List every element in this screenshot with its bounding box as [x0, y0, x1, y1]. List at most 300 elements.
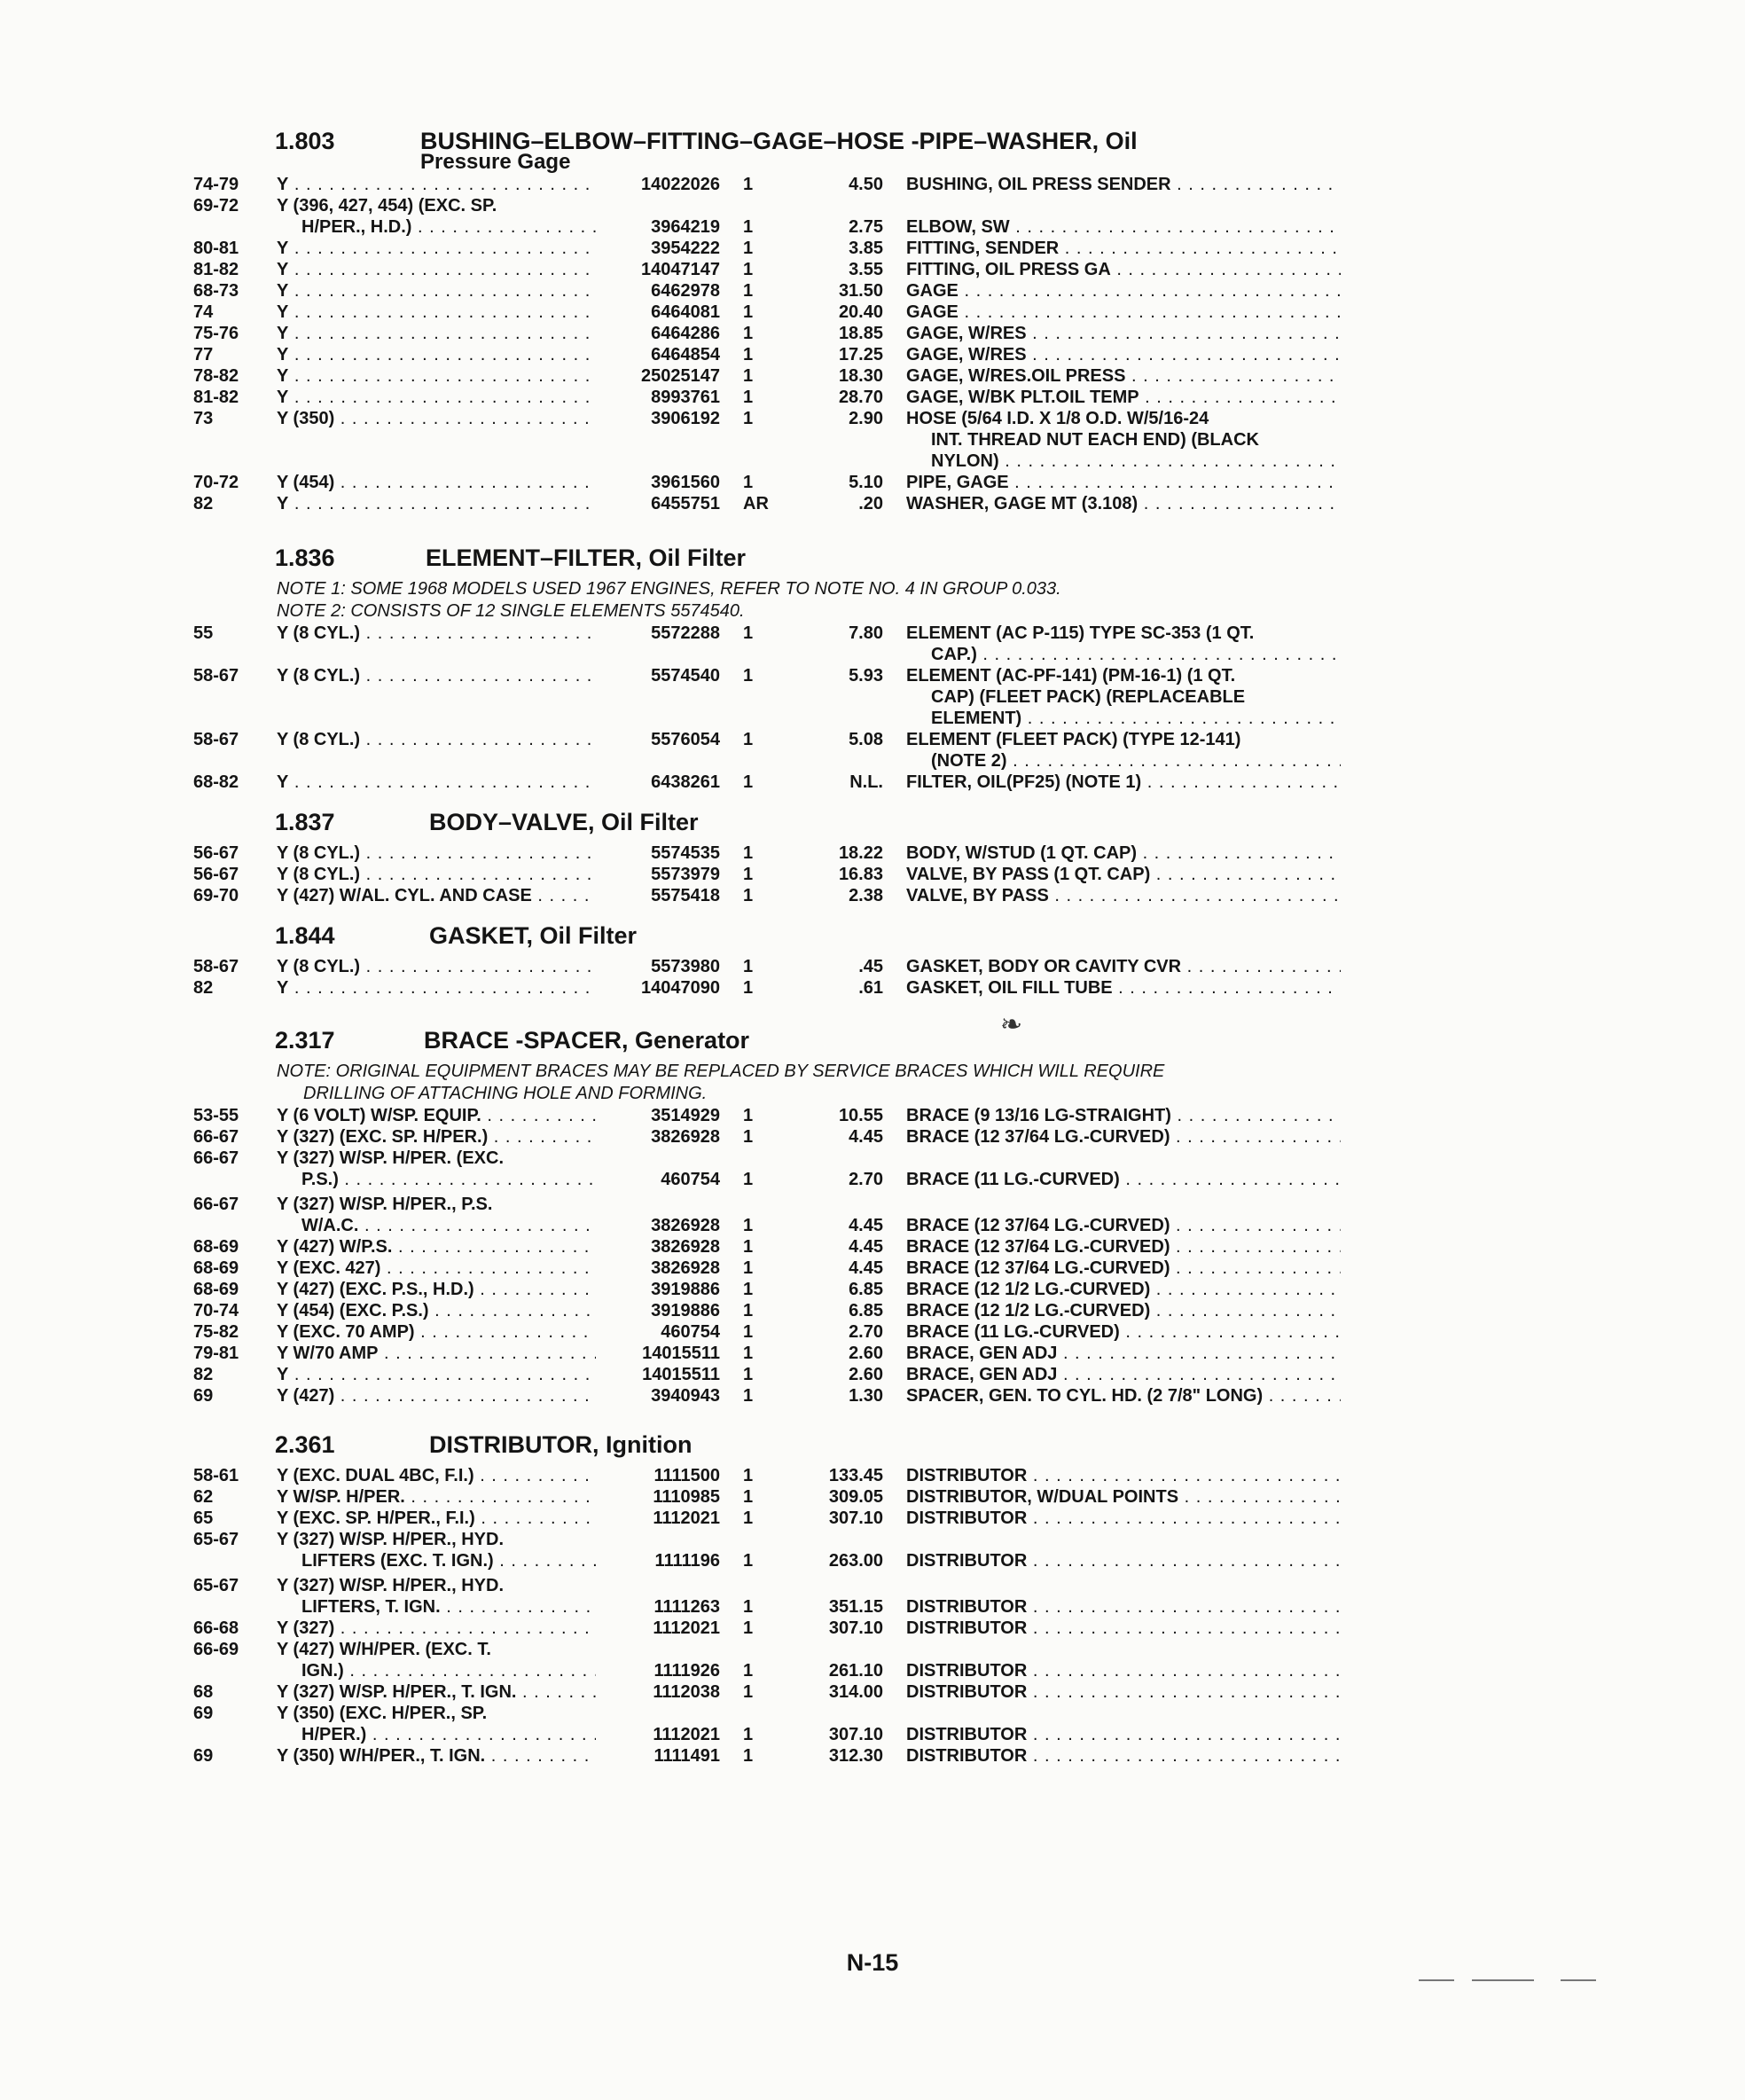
price: 2.70 — [849, 1322, 883, 1342]
price: 3.55 — [849, 260, 883, 279]
description-continuation — [0, 750, 1745, 772]
note-text: DRILLING OF ATTACHING HOLE AND FORMING. — [303, 1084, 708, 1103]
application: Y (350) (EXC. H/PER., SP. — [277, 1704, 488, 1723]
price: 307.10 — [828, 1618, 883, 1638]
part-description: DISTRIBUTOR . . . — [906, 1681, 1341, 1703]
model-years: 58-61 — [193, 1466, 239, 1485]
table-row — [0, 1660, 1745, 1681]
part-description: BRACE (12 37/64 LG.-CURVED) . . . — [906, 1126, 1341, 1148]
application: Y (427) . . . — [277, 1385, 596, 1407]
table-row — [0, 1321, 1745, 1343]
application: Y (EXC. 427) . . . — [277, 1258, 596, 1279]
application: Y . . . — [277, 302, 596, 323]
application: Y (EXC. 70 AMP) . . . — [277, 1321, 596, 1343]
section-header — [0, 809, 1745, 842]
part-description: CAP.) . . . — [931, 644, 1341, 665]
application: H/PER., H.D.) . . . — [301, 216, 596, 238]
part-description: BRACE (12 1/2 LG.-CURVED) . . . — [906, 1279, 1341, 1300]
application: IGN.) . . . — [301, 1660, 596, 1681]
price: 17.25 — [838, 345, 883, 364]
model-years: 82 — [193, 1365, 214, 1384]
price: 28.70 — [838, 388, 883, 407]
part-description: DISTRIBUTOR . . . — [906, 1550, 1341, 1571]
quantity: 1 — [743, 260, 754, 279]
part-number: 3919886 — [651, 1280, 720, 1299]
quantity: 1 — [743, 388, 754, 407]
price: 307.10 — [828, 1725, 883, 1744]
table-row — [0, 216, 1745, 238]
quantity: 1 — [743, 1301, 754, 1320]
application: Y (454) (EXC. P.S.) . . . — [277, 1300, 596, 1321]
model-years: 68-73 — [193, 281, 239, 301]
table-row — [0, 1529, 1745, 1550]
part-description: GAGE, W/RES . . . — [906, 323, 1341, 344]
part-description: BRACE (11 LG.-CURVED) . . . — [906, 1321, 1341, 1343]
part-description: WASHER, GAGE MT (3.108) . . . — [906, 493, 1341, 514]
section-title-text: GASKET, Oil Filter — [429, 922, 638, 949]
quantity: 1 — [743, 175, 754, 194]
part-description: SPACER, GEN. TO CYL. HD. (2 7/8" LONG) . . . — [906, 1385, 1341, 1407]
quantity: 1 — [743, 1725, 754, 1744]
section-title-text: BODY–VALVE, Oil Filter — [429, 809, 699, 835]
price: 5.08 — [849, 730, 883, 749]
application: Y (454) . . . — [277, 472, 596, 493]
part-description: ELEMENT (AC-PF-141) (PM-16-1) (1 QT. — [906, 666, 1236, 686]
part-description: (NOTE 2) . . . — [931, 750, 1341, 772]
part-number: 3940943 — [651, 1386, 720, 1406]
section-title-text: BUSHING–ELBOW–FITTING–GAGE–HOSE -PIPE–WASHER, Oil — [420, 128, 1138, 154]
quantity: 1 — [743, 366, 754, 386]
model-years: 62 — [193, 1487, 214, 1507]
part-description: ELEMENT (AC P-115) TYPE SC-353 (1 QT. — [906, 623, 1255, 643]
part-description: INT. THREAD NUT EACH END) (BLACK — [931, 430, 1259, 450]
section-number: 1.836 — [275, 545, 335, 571]
model-years: 81-82 — [193, 260, 239, 279]
part-number: 5575418 — [651, 886, 720, 905]
quantity: 1 — [743, 1466, 754, 1485]
part-description: GAGE . . . — [906, 302, 1341, 323]
part-description: DISTRIBUTOR . . . — [906, 1660, 1341, 1681]
part-description: DISTRIBUTOR . . . — [906, 1618, 1341, 1639]
model-years: 58-67 — [193, 666, 239, 686]
quantity: 1 — [743, 1170, 754, 1189]
table-row — [0, 956, 1745, 977]
description-continuation — [0, 451, 1745, 472]
price: 1.30 — [849, 1386, 883, 1406]
price: 307.10 — [828, 1508, 883, 1528]
model-years: 65-67 — [193, 1530, 239, 1549]
table-row — [0, 302, 1745, 323]
part-number: 3919886 — [651, 1301, 720, 1320]
model-years: 81-82 — [193, 388, 239, 407]
application: Y (327) W/SP. H/PER. (EXC. — [277, 1148, 505, 1168]
model-years: 69 — [193, 1746, 214, 1766]
part-description: PIPE, GAGE . . . — [906, 472, 1341, 493]
table-row — [0, 885, 1745, 906]
table-row — [0, 1169, 1745, 1190]
handwritten-mark-icon: ❧ — [1000, 1010, 1023, 1039]
part-description: BRACE (12 1/2 LG.-CURVED) . . . — [906, 1300, 1341, 1321]
part-description: GAGE, W/RES . . . — [906, 344, 1341, 365]
price: 4.45 — [849, 1237, 883, 1257]
table-row — [0, 323, 1745, 344]
application: Y . . . — [277, 323, 596, 344]
price: 3.85 — [849, 239, 883, 258]
table-row — [0, 493, 1745, 514]
section-title — [429, 809, 699, 836]
table-row — [0, 1343, 1745, 1364]
price: 5.93 — [849, 666, 883, 686]
application: Y (8 CYL.) . . . — [277, 623, 596, 644]
model-years: 69-72 — [193, 196, 239, 215]
part-number: 14047090 — [641, 978, 720, 998]
price: 263.00 — [828, 1551, 883, 1571]
application: Y (427) (EXC. P.S., H.D.) . . . — [277, 1279, 596, 1300]
application: Y (427) W/AL. CYL. AND CASE . . . — [277, 885, 596, 906]
price: 309.05 — [828, 1487, 883, 1507]
section-title — [426, 545, 746, 572]
model-years: 73 — [193, 409, 214, 428]
table-row — [0, 1300, 1745, 1321]
scan-smudge — [1472, 1979, 1534, 1981]
part-number: 6464081 — [651, 302, 720, 322]
table-row — [0, 1724, 1745, 1745]
application: Y (350) . . . — [277, 408, 596, 429]
model-years: 78-82 — [193, 366, 239, 386]
price: 2.60 — [849, 1365, 883, 1384]
quantity: 1 — [743, 1551, 754, 1571]
model-years: 66-67 — [193, 1148, 239, 1168]
price: 2.75 — [849, 217, 883, 237]
quantity: 1 — [743, 1237, 754, 1257]
table-row — [0, 1618, 1745, 1639]
section-note — [277, 600, 1341, 623]
part-number: 1110985 — [653, 1487, 720, 1507]
part-number: 1112038 — [653, 1682, 720, 1702]
quantity: 1 — [743, 1365, 754, 1384]
application: Y (8 CYL.) . . . — [277, 729, 596, 750]
price: N.L. — [849, 772, 883, 792]
part-description: BRACE (12 37/64 LG.-CURVED) . . . — [906, 1258, 1341, 1279]
price: 261.10 — [828, 1661, 883, 1681]
model-years: 75-82 — [193, 1322, 239, 1342]
quantity: 1 — [743, 772, 754, 792]
application: Y . . . — [277, 259, 596, 280]
application: Y (327) W/SP. H/PER., P.S. — [277, 1195, 493, 1214]
price: 10.55 — [838, 1106, 883, 1125]
quantity: 1 — [743, 843, 754, 863]
table-row — [0, 387, 1745, 408]
part-number: 1111926 — [653, 1661, 720, 1681]
model-years: 68 — [193, 1682, 214, 1702]
price: 18.85 — [838, 324, 883, 343]
description-continuation — [0, 708, 1745, 729]
table-row — [0, 1639, 1745, 1660]
application: Y (8 CYL.) . . . — [277, 956, 596, 977]
section-header — [0, 1027, 1745, 1061]
part-description: FITTING, SENDER . . . — [906, 238, 1341, 259]
model-years: 53-55 — [193, 1106, 239, 1125]
part-number: 3961560 — [651, 473, 720, 492]
price: 133.45 — [828, 1466, 883, 1485]
part-description: GAGE, W/BK PLT.OIL TEMP . . . — [906, 387, 1341, 408]
quantity: 1 — [743, 1386, 754, 1406]
section-note — [277, 1061, 1341, 1105]
table-row — [0, 1508, 1745, 1529]
part-number: 1112021 — [653, 1725, 720, 1744]
part-description: ELBOW, SW . . . — [906, 216, 1341, 238]
part-number: 5573980 — [651, 957, 720, 976]
price: 314.00 — [828, 1682, 883, 1702]
section-number: 1.844 — [275, 922, 335, 949]
price: 7.80 — [849, 623, 883, 643]
part-description: GAGE . . . — [906, 280, 1341, 302]
table-row — [0, 280, 1745, 302]
part-number: 6464854 — [651, 345, 720, 364]
table-row — [0, 238, 1745, 259]
model-years: 55 — [193, 623, 214, 643]
quantity: 1 — [743, 886, 754, 905]
table-row — [0, 1703, 1745, 1724]
model-years: 82 — [193, 494, 214, 513]
quantity: 1 — [743, 1597, 754, 1617]
section-header — [0, 545, 1745, 578]
price: 31.50 — [838, 281, 883, 301]
part-number: 5574540 — [651, 666, 720, 686]
table-row — [0, 665, 1745, 686]
quantity: 1 — [743, 1106, 754, 1125]
model-years: 68-82 — [193, 772, 239, 792]
part-description: BRACE (12 37/64 LG.-CURVED) . . . — [906, 1215, 1341, 1236]
table-row — [0, 1465, 1745, 1486]
part-number: 3906192 — [651, 409, 720, 428]
application: Y (427) W/H/PER. (EXC. T. — [277, 1640, 491, 1659]
model-years: 69 — [193, 1704, 214, 1723]
table-row — [0, 1385, 1745, 1407]
quantity: 1 — [743, 1344, 754, 1363]
part-number: 3826928 — [651, 1216, 720, 1235]
quantity: AR — [743, 494, 769, 513]
note-text: NOTE 1: SOME 1968 MODELS USED 1967 ENGINES, REFER TO NOTE NO. 4 IN GROUP 0.033. — [277, 579, 1061, 599]
quantity: 1 — [743, 1258, 754, 1278]
part-number: 14022026 — [641, 175, 720, 194]
application: Y W/70 AMP . . . — [277, 1343, 596, 1364]
part-number: 8993761 — [651, 388, 720, 407]
section-number: 1.837 — [275, 809, 335, 835]
part-description: GASKET, BODY OR CAVITY CVR . . . — [906, 956, 1341, 977]
quantity: 1 — [743, 1618, 754, 1638]
table-row — [0, 1486, 1745, 1508]
application: Y . . . — [277, 238, 596, 259]
part-number: 460754 — [661, 1170, 720, 1189]
part-description: DISTRIBUTOR . . . — [906, 1724, 1341, 1745]
model-years: 66-67 — [193, 1195, 239, 1214]
part-description: DISTRIBUTOR . . . — [906, 1596, 1341, 1618]
application: Y (327) W/SP. H/PER., HYD. — [277, 1530, 505, 1549]
section-title-text: ELEMENT–FILTER, Oil Filter — [426, 545, 747, 571]
price: 18.22 — [838, 843, 883, 863]
application: Y . . . — [277, 493, 596, 514]
model-years: 66-69 — [193, 1640, 239, 1659]
part-number: 1111500 — [653, 1466, 720, 1485]
part-number: 6464286 — [651, 324, 720, 343]
model-years: 68-69 — [193, 1258, 239, 1278]
catalog-section — [0, 545, 1745, 793]
part-number: 5572288 — [651, 623, 720, 643]
model-years: 75-76 — [193, 324, 239, 343]
catalog-section — [0, 1431, 1745, 1767]
model-years: 58-67 — [193, 957, 239, 976]
part-description: DISTRIBUTOR . . . — [906, 1745, 1341, 1767]
application: Y . . . — [277, 174, 596, 195]
table-row — [0, 842, 1745, 864]
quantity: 1 — [743, 409, 754, 428]
part-description: GASKET, OIL FILL TUBE . . . — [906, 977, 1341, 999]
part-description: CAP) (FLEET PACK) (REPLACEABLE — [931, 687, 1246, 707]
part-description: BRACE (9 13/16 LG-STRAIGHT) . . . — [906, 1105, 1341, 1126]
table-row — [0, 729, 1745, 750]
model-years: 56-67 — [193, 865, 239, 884]
price: 4.45 — [849, 1127, 883, 1147]
application: Y (8 CYL.) . . . — [277, 665, 596, 686]
model-years: 74 — [193, 302, 214, 322]
application: Y (350) W/H/PER., T. IGN. . . . — [277, 1745, 596, 1767]
application: Y (396, 427, 454) (EXC. SP. — [277, 196, 497, 215]
application: Y . . . — [277, 1364, 596, 1385]
quantity: 1 — [743, 1682, 754, 1702]
table-row — [0, 1681, 1745, 1703]
part-description: GAGE, W/RES.OIL PRESS . . . — [906, 365, 1341, 387]
part-description: BUSHING, OIL PRESS SENDER . . . — [906, 174, 1341, 195]
section-header — [0, 922, 1745, 956]
quantity: 1 — [743, 1746, 754, 1766]
part-description: BRACE, GEN ADJ . . . — [906, 1343, 1341, 1364]
part-description: BRACE, GEN ADJ . . . — [906, 1364, 1341, 1385]
model-years: 74-79 — [193, 175, 239, 194]
part-description: ELEMENT (FLEET PACK) (TYPE 12-141) — [906, 730, 1241, 749]
section-title — [429, 1431, 692, 1459]
catalog-section — [0, 922, 1745, 999]
table-row — [0, 1596, 1745, 1618]
part-number: 5573979 — [651, 865, 720, 884]
quantity: 1 — [743, 1322, 754, 1342]
price: 2.70 — [849, 1170, 883, 1189]
table-row — [0, 259, 1745, 280]
application: Y (8 CYL.) . . . — [277, 842, 596, 864]
note-text: NOTE 2: CONSISTS OF 12 SINGLE ELEMENTS 5574540. — [277, 601, 745, 621]
application: Y . . . — [277, 344, 596, 365]
application: Y (327) (EXC. SP. H/PER.) . . . — [277, 1126, 596, 1148]
model-years: 70-72 — [193, 473, 239, 492]
table-row — [0, 1105, 1745, 1126]
price: 312.30 — [828, 1746, 883, 1766]
application: Y . . . — [277, 387, 596, 408]
table-row — [0, 1236, 1745, 1258]
price: 16.83 — [838, 865, 883, 884]
model-years: 56-67 — [193, 843, 239, 863]
section-header — [0, 1431, 1745, 1465]
price: 2.38 — [849, 886, 883, 905]
price: 5.10 — [849, 473, 883, 492]
quantity: 1 — [743, 1508, 754, 1528]
table-row — [0, 772, 1745, 793]
application: Y W/SP. H/PER. . . . — [277, 1486, 596, 1508]
quantity: 1 — [743, 217, 754, 237]
part-number: 3826928 — [651, 1127, 720, 1147]
catalog-section — [0, 1027, 1745, 1407]
price: 4.45 — [849, 1258, 883, 1278]
table-row — [0, 1126, 1745, 1148]
description-continuation — [0, 686, 1745, 708]
application: Y . . . — [277, 280, 596, 302]
model-years: 68-69 — [193, 1280, 239, 1299]
section-number: 2.317 — [275, 1027, 335, 1054]
table-row — [0, 623, 1745, 644]
price: 6.85 — [849, 1280, 883, 1299]
price: 4.50 — [849, 175, 883, 194]
price: .61 — [858, 978, 883, 998]
table-row — [0, 1550, 1745, 1571]
model-years: 66-68 — [193, 1618, 239, 1638]
price: .45 — [858, 957, 883, 976]
part-number: 6455751 — [651, 494, 720, 513]
quantity: 1 — [743, 302, 754, 322]
part-number: 1111263 — [653, 1597, 720, 1617]
section-title — [424, 1027, 749, 1054]
table-row — [0, 1575, 1745, 1596]
part-number: 1112021 — [653, 1618, 720, 1638]
part-description: HOSE (5/64 I.D. X 1/8 O.D. W/5/16-24 — [906, 409, 1209, 428]
part-description: BRACE (12 37/64 LG.-CURVED) . . . — [906, 1236, 1341, 1258]
price: 2.90 — [849, 409, 883, 428]
quantity: 1 — [743, 281, 754, 301]
quantity: 1 — [743, 730, 754, 749]
table-row — [0, 1745, 1745, 1767]
section-note — [277, 578, 1341, 600]
model-years: 65 — [193, 1508, 214, 1528]
scan-smudge — [1561, 1979, 1596, 1981]
note-text: NOTE: ORIGINAL EQUIPMENT BRACES MAY BE REPLACED BY SERVICE BRACES WHICH WILL REQUIRE — [277, 1062, 1165, 1081]
application: Y . . . — [277, 977, 596, 999]
table-row — [0, 408, 1745, 429]
part-description: FITTING, OIL PRESS GA . . . — [906, 259, 1341, 280]
model-years: 66-67 — [193, 1127, 239, 1147]
model-years: 80-81 — [193, 239, 239, 258]
quantity: 1 — [743, 239, 754, 258]
application: Y . . . — [277, 365, 596, 387]
quantity: 1 — [743, 473, 754, 492]
application: H/PER.) . . . — [301, 1724, 596, 1745]
section-subtitle: Pressure Gage — [420, 150, 571, 174]
model-years: 69-70 — [193, 886, 239, 905]
model-years: 69 — [193, 1386, 214, 1406]
table-row — [0, 195, 1745, 216]
model-years: 65-67 — [193, 1576, 239, 1595]
model-years: 58-67 — [193, 730, 239, 749]
application: Y (327) W/SP. H/PER., T. IGN. . . . — [277, 1681, 596, 1703]
price: 20.40 — [838, 302, 883, 322]
application: LIFTERS, T. IGN. . . . — [301, 1596, 596, 1618]
model-years: 70-74 — [193, 1301, 239, 1320]
part-number: 1111491 — [653, 1746, 720, 1766]
description-continuation — [0, 429, 1745, 451]
part-number: 460754 — [661, 1322, 720, 1342]
part-description: BODY, W/STUD (1 QT. CAP) . . . — [906, 842, 1341, 864]
quantity: 1 — [743, 623, 754, 643]
quantity: 1 — [743, 1216, 754, 1235]
model-years: 77 — [193, 345, 214, 364]
section-number: 2.361 — [275, 1431, 335, 1458]
